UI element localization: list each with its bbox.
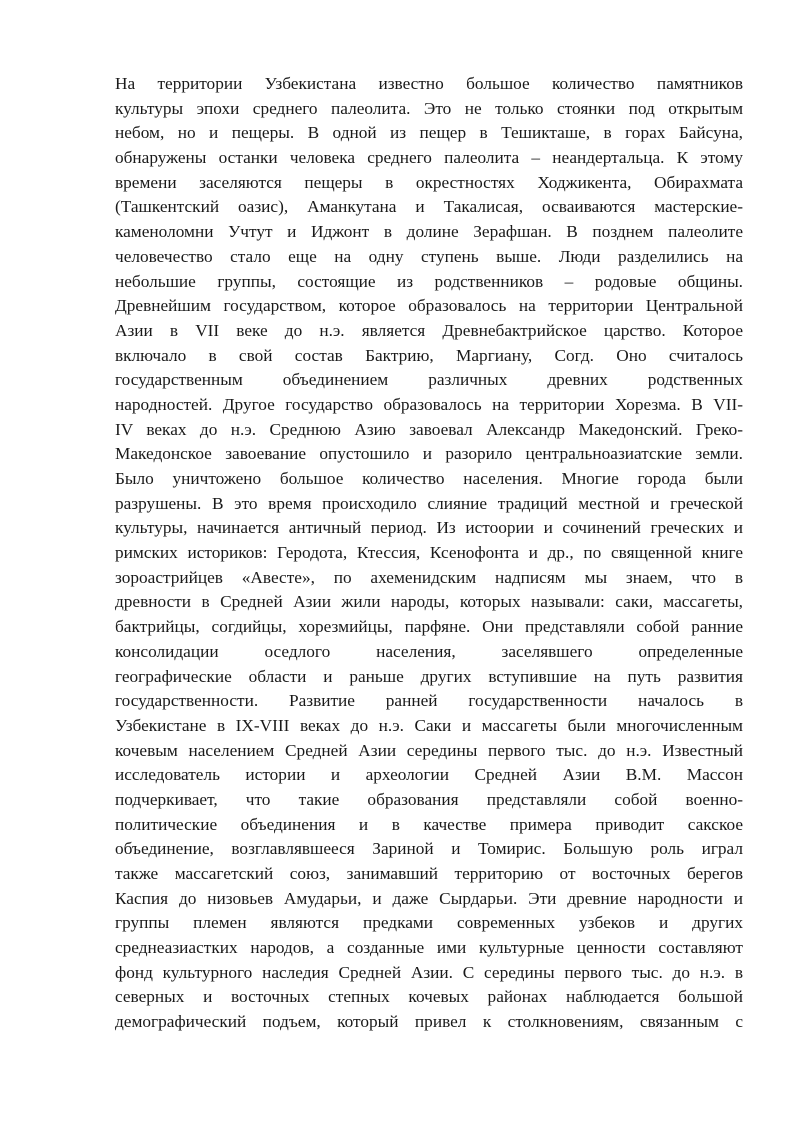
text-line: небольшие группы, состоящие из родственников – родовые общины. [115,271,743,291]
text-line: фонд культурного наследия Средней Азии. С середины первого тыс. до н.э. в [115,962,743,982]
text-line: народностей. Другое государство образовалось на территории Хорезма. В VII- [115,394,743,414]
text-line: географические области и раньше других вступившие на путь развития [115,666,743,686]
body-paragraph [115,72,743,1035]
text-line: подчеркивает, что такие образования представляли собой военно- [115,789,743,809]
text-line: римских историков: Геродота, Ктессия, Ксенофонта и др., по священной книге [115,543,743,563]
text-line: культуры, начинается античный период. Из истоории и сочинений греческих и [115,518,743,538]
text-line: каменоломни Учтут и Иджонт в долине Зерафшан. В позднем палеолите [115,222,743,242]
text-line: Было уничтожено большое количество населения. Многие города были [115,469,743,488]
text-line: также массагетский союз, занимавший территорию от восточных берегов [115,864,743,883]
text-line: (Ташкентский оазис), Аманкутана и Такалисая, осваиваются мастерские- [115,197,743,217]
text-line: древности в Средней Азии жили народы, которых называли: саки, массагеты, [115,592,743,612]
text-line: государственным объединением различных древних родственных [115,370,743,390]
text-line: Каспия до низовьев Амударьи, и даже Сырдарьи. Эти древние народности и [115,888,743,908]
text-line: включало в свой состав Бактрию, Маргиану, Согд. Оно считалось [115,345,743,365]
text-line: консолидации оседлого населения, заселявшего определенные [115,641,743,661]
text-line: IV веках до н.э. Среднюю Азию завоевал Александр Македонский. Греко- [115,419,743,439]
text-line: Азии в VII веке до н.э. является Древнебактрийское царство. Которое [115,320,743,340]
text-line: бактрийцы, согдийцы, хорезмийцы, парфяне. Они представляли собой ранние [115,617,743,637]
text-line: исследователь истории и археологии Средней Азии В.М. Массон [115,765,743,785]
text-line: Узбекистане в IX-VIII веках до н.э. Саки и массагеты были многочисленным [115,715,743,735]
text-line: демографический подъем, который привел к столкновениям, связанным с [115,1012,743,1032]
text-line: Древнейшим государством, которое образовалось на территории Центральной [115,296,743,316]
text-line: На территории Узбекистана известно большое количество памятников [115,74,743,93]
text-line: северных и восточных степных кочевых районах наблюдается большой [115,987,743,1007]
text-line: культуры эпохи среднего палеолита. Это не только стоянки под открытым [115,98,743,118]
text-line: объединение, возглавлявшееся Зариной и Томирис. Большую роль играл [115,839,743,859]
text-line: группы племен являются предками современных узбеков и других [115,913,743,933]
text-line: политические объединения и в качестве примера приводит сакское [115,814,743,834]
text-line: времени заселяются пещеры в окрестностях Ходжикента, Обирахмата [115,172,743,192]
text-line: кочевым населением Средней Азии середины первого тыс. до н.э. Известный [115,740,743,760]
text-line: небом, но и пещеры. В одной из пещер в Тешикташе, в горах Байсуна, [115,123,743,143]
text-line: человечество стало еще на одну ступень выше. Люди разделились на [115,246,743,266]
text-line: Македонское завоевание опустошило и разорило центральноазиатские земли. [115,444,743,464]
text-line: зороастрийцев «Авесте», по ахеменидским надписям мы знаем, что в [115,567,743,587]
text-line: государственности. Развитие ранней государственности началось в [115,691,743,711]
text-line: обнаружены останки человека среднего палеолита – неандертальца. К этому [115,148,743,168]
text-line: разрушены. В это время происходило слияние традиций местной и греческой [115,493,743,513]
text-line: среднеазиастких народов, а созданные ими культурные ценности составляют [115,938,743,958]
